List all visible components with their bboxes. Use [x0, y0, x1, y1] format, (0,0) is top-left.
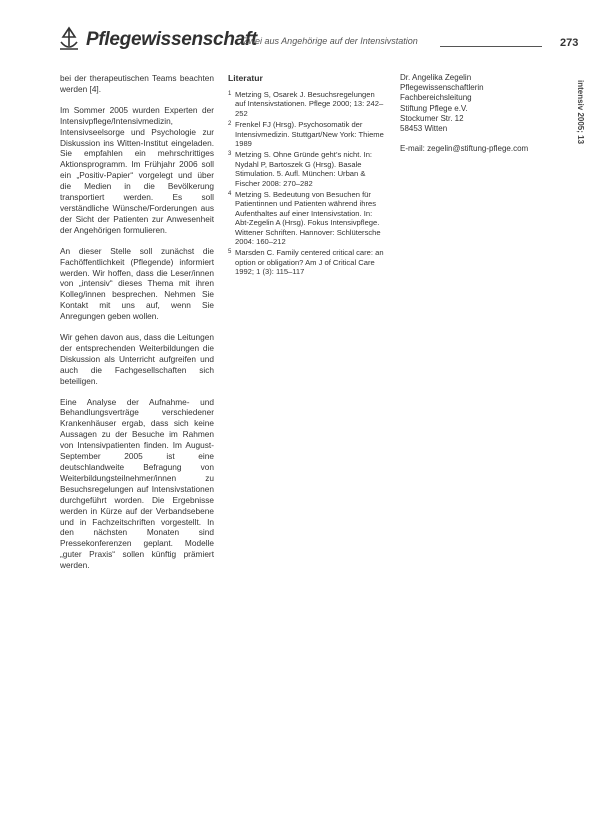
- reference-text: Metzing S. Bedeutung von Besuchen für Patientinnen und Patienten während ihres Aufenthaltes auf einer Intensivstation. In: Abt-Zegelin A (Hrsg). Fokus Intensivpflege. Wittener Schriften. Hannover: Schlütersche 2004: 160–212: [235, 189, 381, 246]
- address-line: Stockumer Str. 12: [400, 113, 464, 123]
- literature-column: [228, 73, 386, 279]
- main-text-column: [60, 73, 214, 581]
- author-address-column: [400, 73, 545, 154]
- address-spacer: [400, 134, 545, 144]
- reference-number: 5: [228, 249, 232, 256]
- running-title: Zwei aus Angehörige auf der Intensivstation: [243, 36, 418, 46]
- journal-title: Pflegewissenschaft: [86, 29, 257, 50]
- author-email: E-mail: zegelin@stiftung-pflege.com: [400, 144, 529, 154]
- reference-number: 3: [228, 151, 232, 158]
- reference-number: 4: [228, 190, 232, 197]
- literature-heading: Literatur: [228, 73, 263, 83]
- body-paragraph: Im Sommer 2005 wurden Experten der Intensivpflege/Intensivmedizin, Intensivseelsorge und Psychologie zur Diskussion ins Witten-Institut eingeladen. Sie empfahlen ein mehrschrittiges Aktionsprogramm. Im Frühjahr 2006 soll ein „Positiv-Papier“ vorgelegt und über die Medien in die Bevölkerung transportiert werden. Es soll verständliche Wünsche/Forderungen aus der Sicht der Patienten zur Anwesenheit der Angehörigen formulieren.: [60, 104, 214, 235]
- address-line: 58453 Witten: [400, 124, 448, 134]
- body-paragraph: Wir gehen davon aus, dass die Leitungen der entsprechenden Weiterbildungen die Diskussion als Unterricht aufgreifen und auch die Fachgesellschaften sich beteiligen.: [60, 332, 214, 386]
- reference-text: Metzing S, Osarek J. Besuchsregelungen auf Intensivstationen. Pflege 2000; 13: 242–252: [235, 89, 384, 118]
- body-paragraph: bei der therapeutischen Teams beachten werden [4].: [60, 73, 214, 94]
- reference-number: 1: [228, 90, 232, 97]
- reference-item: [228, 190, 386, 246]
- body-paragraph: An dieser Stelle soll zunächst die Fachöffentlichkeit (Pflegende) informiert werden. Wir hoffen, dass die Leser/innen von „intensiv“ dieses Thema mit ihren Kolleg/innen besprechen. Nehmen Sie Kontakt mit uns auf, wenn Sie Anregungen geben wollen.: [60, 245, 214, 322]
- page-number: 273: [560, 37, 579, 49]
- body-paragraph: Eine Analyse der Aufnahme- und Behandlungsverträge verschiedener Krankenhäuser ergab, dass sich keine Aussagen zu der Besuche im Rahmen von Intensivpatienten finden. Im August-September 2005 ist eine deutschlandweite Befragung von Weiterbildungsteilnehmer/innen zu Besuchsregelungen auf Intensivstationen durchgeführt worden. Die Ergebnisse werden in Kürze auf der Verbandsebene und in Fachzeitschriften vorgestellt. In den nächsten Monaten sind Pressekonferenzen geplant. Modelle „guter Praxis“ sollen künftig prämiert werden.: [60, 396, 214, 571]
- header-divider: [440, 46, 542, 47]
- reference-item: [228, 90, 386, 118]
- author-name: Dr. Angelika Zegelin: [400, 73, 472, 82]
- reference-text: Frenkel FJ (Hrsg). Psychosomatik der Intensivmedizin. Stuttgart/New York: Thieme 1989: [235, 120, 384, 148]
- address-line: Fachbereichsleitung: [400, 93, 472, 103]
- reference-text: Metzing S. Ohne Gründe geht’s nicht. In: Nydahl P, Bartoszek G (Hrsg). Basale Stimulation. 5. Aufl. München: Urban & Fischer 2008: 270–282: [235, 150, 373, 188]
- reference-item: [228, 150, 386, 188]
- reference-item: [228, 120, 386, 148]
- reference-text: Marsden C. Family centered critical care: an option or obligation? Am J of Critical Care 1992; 1 (3): 115–117: [235, 248, 384, 277]
- address-line: Pflegewissenschaftlerin: [400, 83, 484, 93]
- address-line: Stiftung Pflege e.V.: [400, 103, 468, 113]
- reference-number: 2: [228, 121, 232, 128]
- journal-logo-icon: [58, 26, 80, 52]
- side-label: intensiv 2005; 13: [576, 80, 585, 145]
- reference-item: [228, 248, 386, 276]
